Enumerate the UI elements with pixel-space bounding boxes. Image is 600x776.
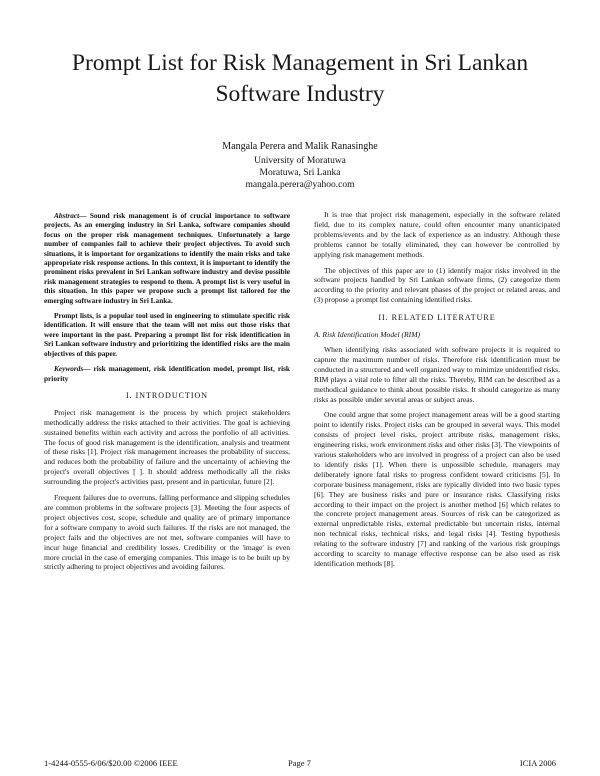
- intro-paragraph-2: Frequent failures due to overruns, falling performance and slipping schedules are common problems in the software projects [3]. Meeting the four aspects of project objectives cost, scope, schedule and quality are of primary importance for a software company to avoid such failures. If the risks are not managed, the project fails and the objectives are not met, software companies will have to incur huge financial and credibility losses. Credibility or the 'image' is even more crucial in the case of emerging companies. This image is to be built up by strictly adhering to project objectives and avoiding failures.: [44, 493, 290, 572]
- abstract-lead: Abstract—: [54, 211, 87, 220]
- city: Moratuwa, Sri Lanka: [259, 168, 341, 178]
- right-column: [314, 210, 560, 575]
- right-paragraph-2: The objectives of this paper are to (1) identify major risks involved in the software projects handled by Sri Lankan software firms, (2) categorize them according to the priority and relevant phases of the project or related areas, and (3) propose a prompt list containing identified risks.: [314, 265, 560, 305]
- right-paragraph-1: It is true that project risk management, especially in the software related field, due to its complex nature, could often encounter many unanticipated problems/events and by the lack of experience as an industry. Although these problems cannot be totally eliminated, they can however be controlled by applying risk management methods.: [314, 210, 560, 259]
- author-block: [150, 141, 450, 191]
- email: mangala.perera@yahoo.com: [245, 180, 355, 190]
- footer-copyright: 1-4244-0555-6/06/$20.00 ©2006 IEEE: [44, 758, 178, 768]
- subsection-heading-rim: A. Risk Identification Model (RIM): [314, 330, 421, 340]
- left-column: [44, 211, 290, 578]
- title-line-2: Software Industry: [215, 81, 385, 107]
- right-paragraph-3: When identifying risks associated with software projects it is required to capture the maximum number of risks. Therefore risk identification must be conducted in a structured and well organized way to minimize unidentified risks. RIM plays a vital role to filter all the risks. Thereby, RIM can be described as a methodical guidance to think about possible risks. It should categorize as many risks as possible under several areas or subject areas.: [314, 344, 560, 404]
- keywords-text: risk management, risk identification model, prompt list, risk priority: [44, 364, 290, 383]
- abstract: [44, 211, 290, 305]
- footer-page-number: Page 7: [288, 758, 311, 768]
- section-heading-introduction: I. INTRODUCTION: [125, 390, 209, 400]
- right-paragraph-4: One could argue that some project management areas will be a good starting point to identify risks. Project risks can be grouped in several ways. This model consists of project level risks, project attribute risks, management risks, engineering risks, work environment risks and other risks [3]. The viewpoints of various stakeholders who are involved in progress of a project can also be used to identify risks [1]. When there is unpossible schedule, managers may deliberately ignore fatal risks to progress confident toward criticisms [5]. In corporate business management, risks are typically divided into two basic types [6]. They are business risks and pure or insurance risks. Classifying risks according to their impact on the project is another method [6] which relates to the concrete project management areas. Sources of risk can be categorized as external unpredictable risks, external predictable but uncertain risks, internal non technical risks, technical risks, and legal risks [4]. Testing hypothesis relating to the software industry [7] and ranking of the various risk groupings according to scarcity to manage effective response can be also used as risk identification methods [8].: [314, 410, 560, 568]
- page-footer: [44, 758, 556, 770]
- abstract-text: Sound risk management is of crucial importance to software projects. As an emerging industry in Sri Lanka, software companies should focus on the proper risk management techniques. Unfortunately a large number of companies fail to achieve their project objectives. To avoid such situations, it is important for organizations to identify the main risks and take appropriate risk response actions. In this context, it is important to identify the prominent risks prevalent in Sri Lankan software industry and devise possible risk management strategies to respond to them. A prompt list is very useful in this situation. In this paper we propose such a prompt list tailored for the emerging software industry in Sri Lanka.: [44, 211, 290, 305]
- section-heading-related-literature: II. RELATED LITERATURE: [378, 313, 496, 323]
- footer-conference: ICIA 2006: [519, 758, 556, 768]
- author-names: Mangala Perera and Malik Ranasinghe: [222, 141, 378, 152]
- keywords-lead: Keywords—: [54, 364, 91, 374]
- keywords: [44, 364, 290, 383]
- paper-title: [40, 48, 560, 110]
- abstract-paragraph-2: Prompt lists, is a popular tool used in engineering to stimulate specific risk identification. It will ensure that the team will not miss out those risks that were important in the past. Preparing a prompt list for risk identification in Sri Lankan software industry and prioritizing the identified risks are the main objectives of this paper.: [44, 311, 290, 358]
- affiliation: University of Moratuwa: [254, 156, 346, 166]
- title-line-1: Prompt List for Risk Management in Sri Lankan: [71, 50, 529, 76]
- intro-paragraph-1: Project risk management is the process by which project stakeholders methodically address the risks attached to their activities. The goal is achieving sustained benefits within each activity and across the portfolio of all activities. The focus of good risk management is the identification, analysis and treatment of these risks [1]. Project risk management increases the probability of success, and reduces both the probability of failure and the uncertainty of achieving the project's overall objectives [ ]. It should address methodically all the risks surrounding the project's activities past, present and in particular, future [2].: [44, 407, 290, 487]
